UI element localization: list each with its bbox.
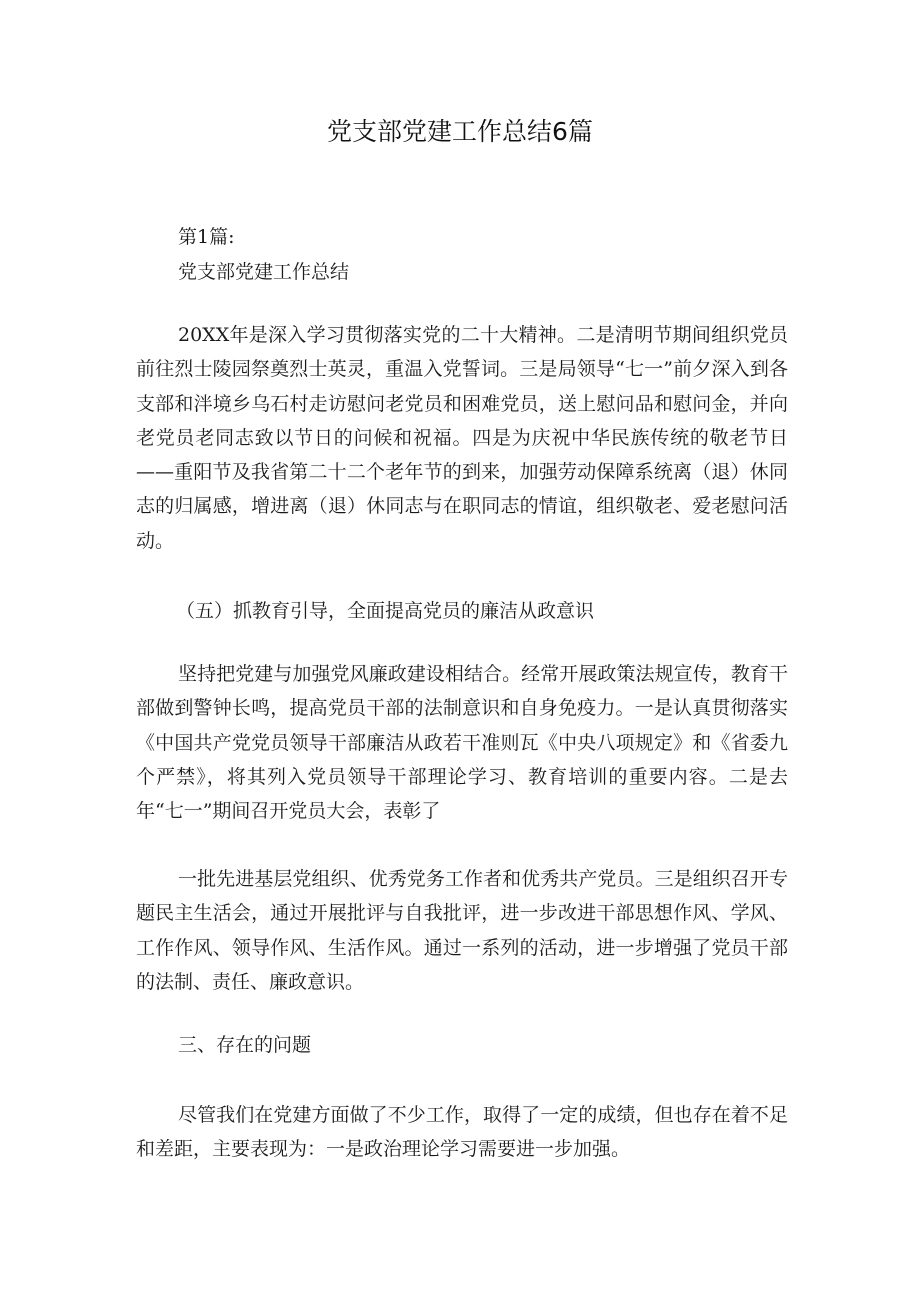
section-label: 第1篇: bbox=[178, 226, 235, 248]
section-heading-5: （五）抓教育引导，全面提高党员的廉洁从政意识 bbox=[176, 600, 595, 622]
paragraph-4: 尽管我们在党建方面做了不少工作，取得了一定的成绩，但也存在着不足和差距，主要表现为：一是政治理论学习需要进一步加强。 bbox=[136, 1104, 788, 1161]
paragraph-3: 一批先进基层党组织、优秀党务工作者和优秀共产党员。三是组织召开专题民主生活会，通过开展批评与自我批评，进一步改进干部思想作风、学风、工作作风、领导作风、生活作风。通过一系列的活动，进一步增强了党员干部的法制、责任、廉政意识。 bbox=[136, 868, 788, 993]
section-heading-3: 三、存在的问题 bbox=[178, 1034, 312, 1056]
document-title: 党支部党建工作总结6篇 bbox=[327, 117, 593, 146]
section-subtitle: 党支部党建工作总结 bbox=[178, 261, 350, 283]
paragraph-1: 20XX年是深入学习贯彻落实党的二十大精神。二是清明节期间组织党员前往烈士陵园祭奠烈士英灵，重温入党誓词。三是局领导“七一”前夕深入到各支部和泮境乡乌石村走访慰问老党员和困难党员，送上慰问品和慰问金，并向老党员老同志致以节日的问候和祝福。四是为庆祝中华民族传统的敬老节日——重阳节及我省第二十二个老年节的到来，加强劳动保障系统离（退）休同志的归属感，增进离（退）休同志与在职同志的情谊，组织敬老、爱老慰问活动。 bbox=[136, 324, 788, 552]
paragraph-2: 坚持把党建与加强党风廉政建设相结合。经常开展政策法规宣传，教育干部做到警钟长鸣，提高党员干部的法制意识和自身免疫力。一是认真贯彻落实《中国共产党党员领导干部廉洁从政若干准则瓦《中央八项规定》和《省委九个严禁》，将其列入党员领导干部理论学习、教育培训的重要内容。二是去年“七一”期间召开党员大会，表彰了 bbox=[136, 663, 788, 823]
